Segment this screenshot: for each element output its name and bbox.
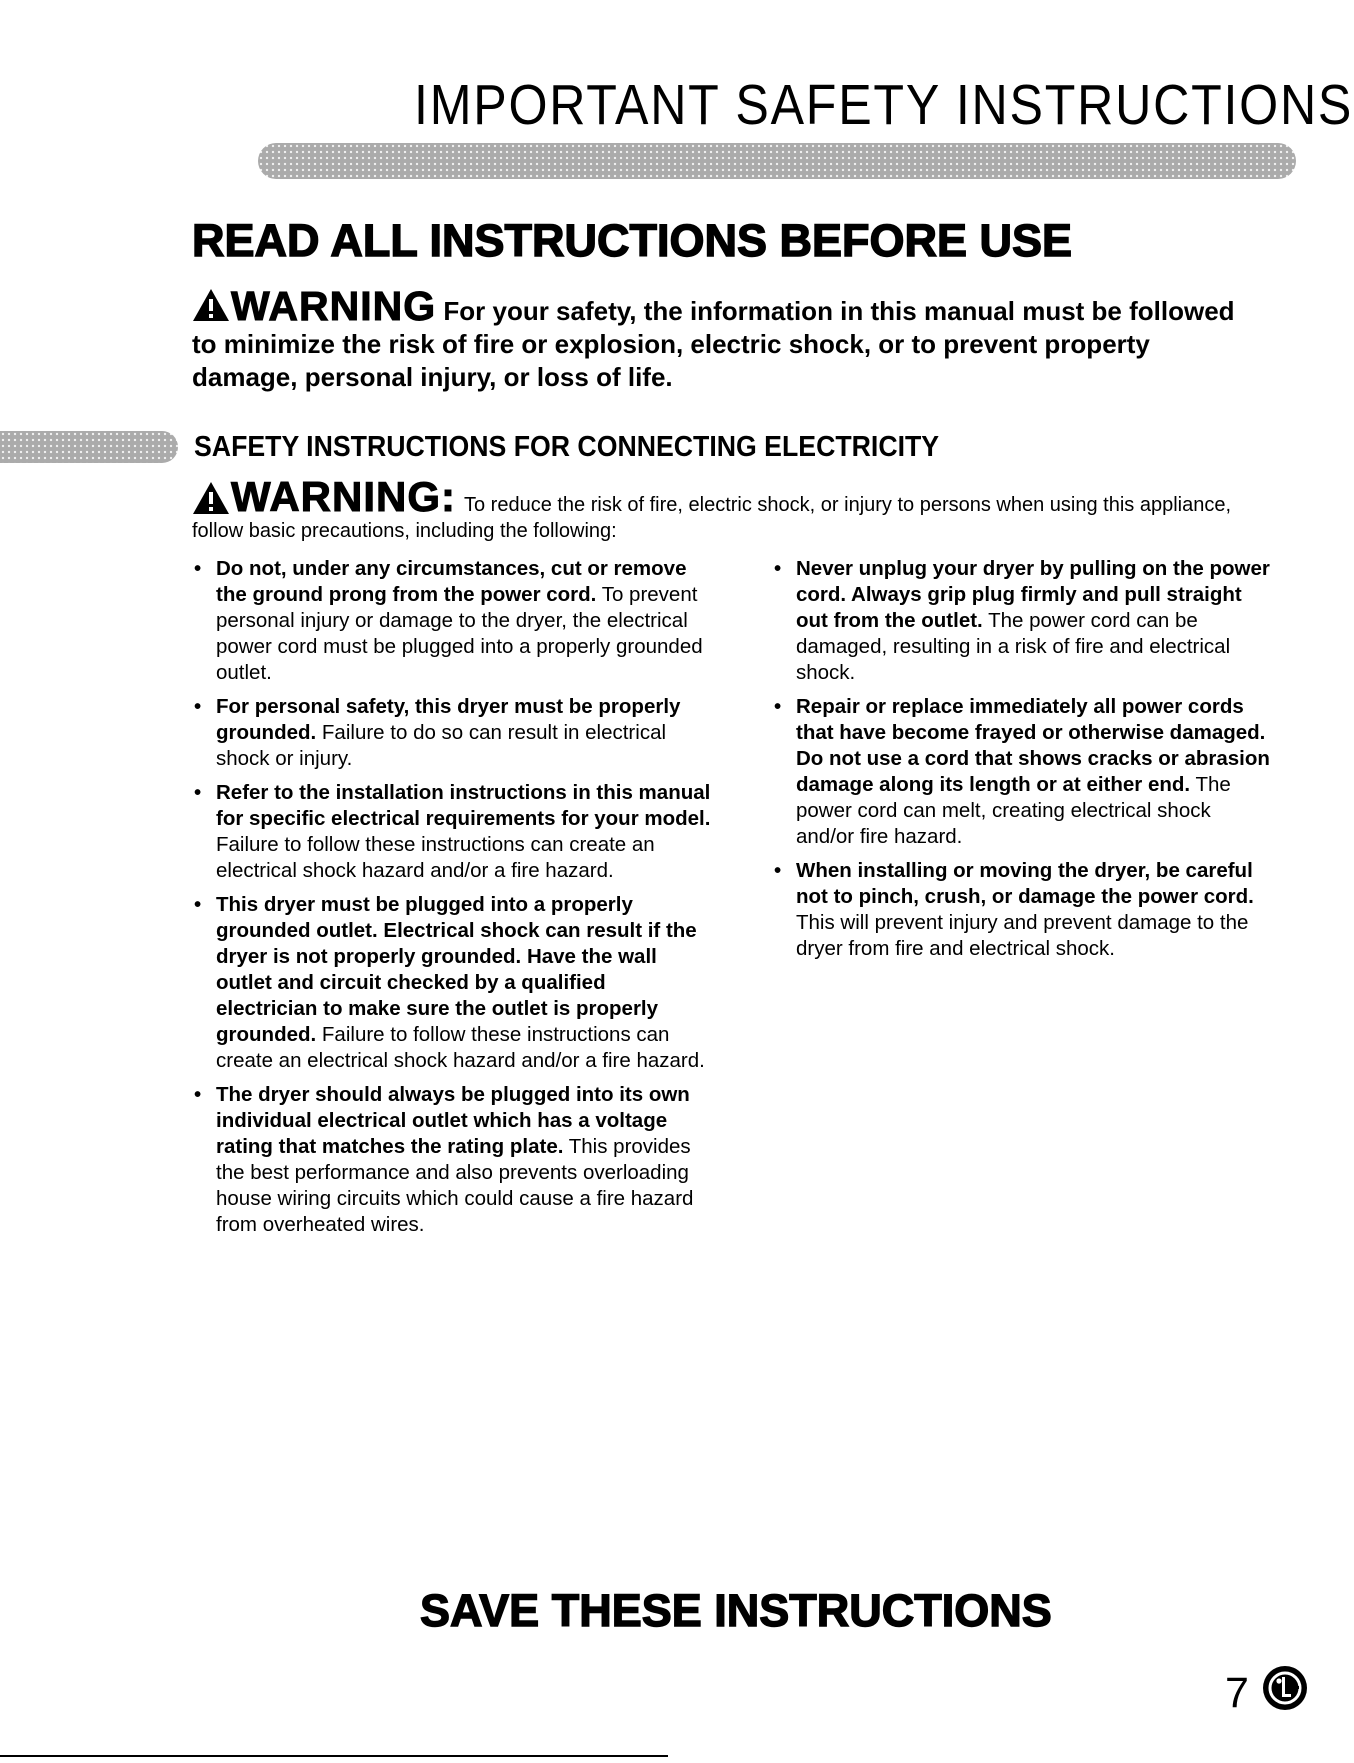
- section-heading: SAFETY INSTRUCTIONS FOR CONNECTING ELECTRICITY: [194, 431, 940, 463]
- item-text: The power cord can melt, creating electrical shock and/or fire hazard.: [796, 773, 1231, 848]
- page-title: IMPORTANT SAFETY INSTRUCTIONS: [414, 73, 1354, 137]
- list-item: [772, 556, 1272, 686]
- item-bold-text: For personal safety, this dryer must be properly grounded.: [216, 695, 681, 744]
- item-bold-text: This dryer must be plugged into a properly grounded outlet. Electrical shock can result if the dryer is not properly grounded. Have the wall outlet and circuit checked by a qualified electrician to make sure the outlet is properly grounded.: [216, 893, 697, 1046]
- list-item: [772, 694, 1272, 850]
- item-bold-text: When installing or moving the dryer, be careful not to pinch, crush, or damage the power cord.: [796, 859, 1254, 908]
- warning-label: WARNING: [231, 283, 437, 329]
- item-bold-text: Never unplug your dryer by pulling on the power cord. Always grip plug firmly and pull straight out from the outlet.: [796, 557, 1270, 632]
- save-instructions-heading: SAVE THESE INSTRUCTIONS: [420, 1585, 1052, 1636]
- bottom-rule: [0, 1755, 668, 1757]
- intro-warning: [192, 283, 1262, 394]
- left-instruction-list: [192, 556, 712, 1246]
- read-instructions-heading: READ ALL INSTRUCTIONS BEFORE USE: [192, 215, 1073, 266]
- list-item: [192, 556, 712, 686]
- list-item: [192, 780, 712, 884]
- warning-text: For your safety, the information in this manual must be followed to minimize the risk of fire or explosion, electric shock, or to prevent property damage, personal injury, or loss of life.: [192, 296, 1235, 392]
- section-warning-label: WARNING:: [231, 473, 456, 520]
- right-instruction-list: [772, 556, 1272, 970]
- item-text: Failure to follow these instructions can create an electrical shock hazard and/or a fire hazard.: [216, 1023, 705, 1072]
- item-text: The power cord can be damaged, resulting in a risk of fire and electrical shock.: [796, 609, 1231, 684]
- list-item: [192, 1082, 712, 1238]
- page-number: 7: [1225, 1669, 1249, 1717]
- title-decorative-bar: [258, 143, 1296, 179]
- section-decorative-bar: [0, 431, 178, 463]
- item-bold-text: The dryer should always be plugged into its own individual electrical outlet which has a voltage rating that matches the rating plate.: [216, 1083, 690, 1158]
- item-bold-text: Refer to the installation instructions in this manual for specific electrical requirements for your model.: [216, 781, 711, 830]
- lg-logo: [1262, 1665, 1308, 1711]
- warning-triangle-icon: [192, 288, 230, 322]
- section-warning-text: To reduce the risk of fire, electric shock, or injury to persons when using this appliance, follow basic precautions, including the following:: [192, 494, 1232, 542]
- item-text: This provides the best performance and also prevents overloading house wiring circuits which could cause a fire hazard from overheated wires.: [216, 1135, 694, 1236]
- item-bold-text: Do not, under any circumstances, cut or remove the ground prong from the power cord.: [216, 557, 687, 606]
- section-warning: [192, 473, 1272, 544]
- list-item: [772, 858, 1272, 962]
- item-text: Failure to do so can result in electrical shock or injury.: [216, 721, 667, 770]
- item-text: Failure to follow these instructions can create an electrical shock hazard and/or a fire hazard.: [216, 833, 655, 882]
- item-text: To prevent personal injury or damage to the dryer, the electrical power cord must be plugged into a properly grounded outlet.: [216, 583, 703, 684]
- list-item: [192, 892, 712, 1074]
- warning-triangle-icon: [192, 481, 230, 515]
- item-bold-text: Repair or replace immediately all power cords that have become frayed or otherwise damaged. Do not use a cord that shows cracks or abrasion damage along its length or at either end.: [796, 695, 1270, 796]
- list-item: [192, 694, 712, 772]
- item-text: This will prevent injury and prevent damage to the dryer from fire and electrical shock.: [796, 911, 1249, 960]
